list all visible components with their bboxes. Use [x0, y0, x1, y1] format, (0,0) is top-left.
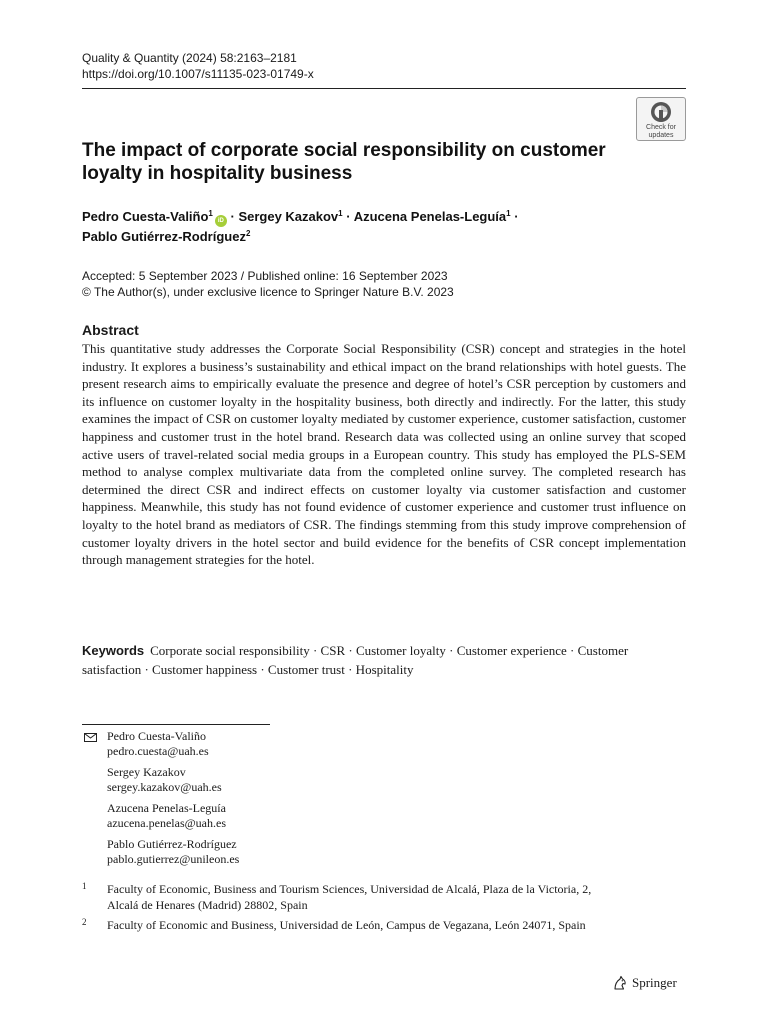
springer-horse-icon [612, 975, 628, 991]
contact-entry [107, 765, 239, 795]
author-separator: · [226, 209, 239, 224]
publisher-name: Springer [632, 975, 677, 990]
crossmark-icon [650, 101, 672, 123]
affiliation-text: Faculty of Economic and Business, Universidad de León, Campus de Vegazana, León 24071, Spain [107, 918, 586, 932]
publication-dates [82, 268, 454, 300]
copyright-notice: © The Author(s), under exclusive licence to Springer Nature B.V. 2023 [82, 285, 454, 299]
author-name[interactable]: Azucena Penelas-Leguía [353, 209, 507, 224]
journal-header [82, 50, 314, 82]
affiliation-number: 2 [82, 917, 87, 927]
contact-email[interactable]: sergey.kazakov@uah.es [107, 780, 222, 794]
author-name[interactable]: Pablo Gutiérrez-Rodríguez [82, 229, 246, 244]
author-name[interactable]: Sergey Kazakov [238, 209, 339, 224]
author-affiliation-ref: 1 [208, 209, 213, 218]
corresponding-contacts [107, 729, 239, 873]
contact-email[interactable]: pedro.cuesta@uah.es [107, 744, 209, 758]
affiliation-2 [82, 917, 622, 933]
contact-name: Pedro Cuesta-Valiño [107, 729, 206, 743]
affiliation-text: Faculty of Economic, Business and Tourism Sciences, Universidad de Alcalá, Plaza de la Victoria, 2, Alcalá de Henares (Madrid) 28802, Spain [107, 882, 592, 912]
author-separator: · [342, 209, 354, 224]
author-affiliation-ref: 1 [506, 209, 511, 218]
header-divider [82, 88, 686, 89]
keywords-list: Corporate social responsibility · CSR · Customer loyalty · Customer experience · Customer satisfaction · Customer happiness · Customer trust · Hospitality [82, 643, 629, 677]
paper-title: The impact of corporate social responsibility on customer loyalty in hospitality business [82, 140, 606, 184]
affiliation-1 [82, 881, 622, 913]
author-list [82, 207, 686, 246]
author-affiliation-ref: 2 [245, 229, 251, 238]
contact-name: Pablo Gutiérrez-Rodríguez [107, 837, 237, 851]
author-affiliation-ref: 1 [338, 209, 343, 218]
abstract-heading: Abstract [82, 322, 139, 338]
orcid-icon[interactable]: iD [215, 215, 227, 227]
badge-line-2: updates [648, 132, 674, 139]
publisher-logo [612, 974, 677, 992]
accepted-published-date: Accepted: 5 September 2023 / Published online: 16 September 2023 [82, 269, 448, 283]
contact-name: Azucena Penelas-Leguía [107, 801, 226, 815]
contact-name: Sergey Kazakov [107, 765, 186, 779]
contact-entry [107, 837, 239, 867]
keywords-section [82, 641, 686, 679]
envelope-icon [84, 733, 97, 742]
check-for-updates-badge[interactable] [636, 97, 686, 141]
journal-citation: Quality & Quantity (2024) 58:2163–2181 [82, 51, 297, 65]
author-separator: · [510, 209, 519, 224]
affiliation-number: 1 [82, 881, 87, 891]
footnote-divider [82, 724, 270, 725]
contact-entry [107, 801, 239, 831]
abstract-body: This quantitative study addresses the Corporate Social Responsibility (CSR) concept and strategies in the hotel industry. It explores a business’s sustainability and ethical impact on the brand relationships with hotel guests. The present research aims to empirically evaluate the presence and degree of hotel’s CSR perception by customers and its influence on customer loyalty in the hospitality business, both directly and indirectly. For the latter, this study examines the impact of CSR on customer loyalty mediated by customer experience, customer satisfaction, customer happiness and customer trust in the hotel brand. Research data was collected using an online survey that scoped active users of travel-related social media groups in a European country. This study has employed the PLS-SEM method to analyse complex multivariate data from the completed online survey. The completed research has determined the direct CSR and indirect effects on customer loyalty via customer satisfaction and customer happiness. Meanwhile, this study has not found evidence of customer experience and customer trust influence on loyalty to the hotel brand as mediators of CSR. The findings stemming from this study improve comprehension of customer loyalty drivers in the hotel sector and build evidence for the benefits of CSR concept implementation through management strategies for the hotel. [82, 341, 686, 568]
doi-link[interactable]: https://doi.org/10.1007/s11135-023-01749-x [82, 67, 314, 81]
keywords-label: Keywords [82, 643, 145, 658]
author-name[interactable]: Pedro Cuesta-Valiño [82, 209, 209, 224]
contact-email[interactable]: azucena.penelas@uah.es [107, 816, 226, 830]
badge-line-1: Check for [646, 124, 676, 131]
contact-entry [107, 729, 239, 759]
contact-email[interactable]: pablo.gutierrez@unileon.es [107, 852, 240, 866]
